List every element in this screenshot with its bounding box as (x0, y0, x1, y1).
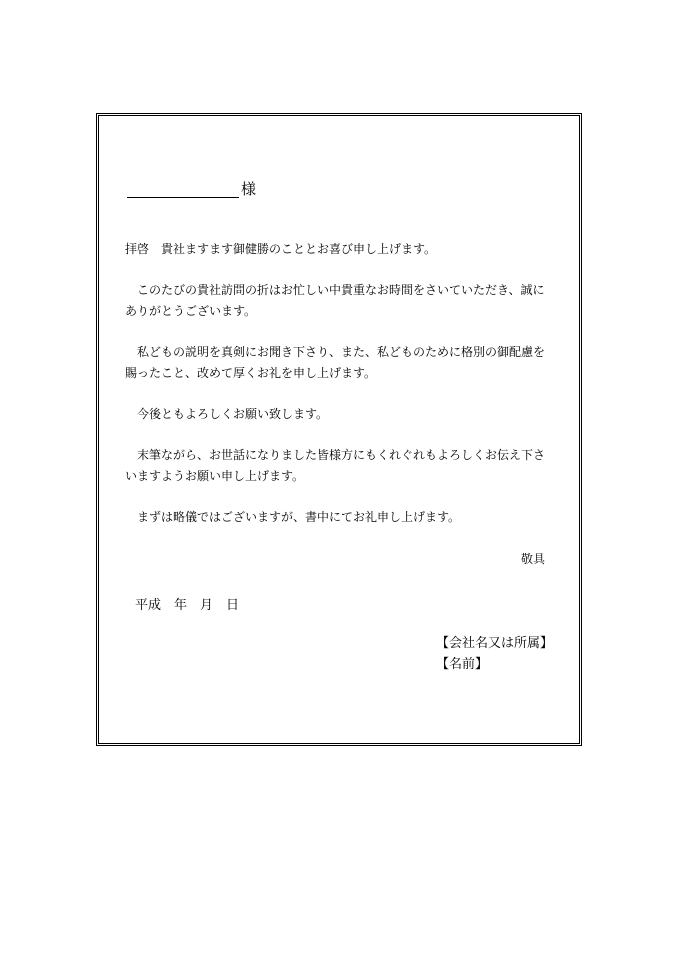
letter-frame (96, 113, 582, 746)
addressee-blank-line (127, 181, 239, 198)
salutation: 拝啓 貴社ますます御健勝のこととお喜び申し上げます。 (125, 242, 437, 256)
closing-word: 敬具 (520, 552, 545, 566)
sender-company: 【会社名又は所属】 (436, 636, 554, 651)
letter-date: 平成 年 月 日 (135, 598, 240, 613)
letter-body (125, 239, 555, 548)
paragraph-thanks: このたびの貴社訪問の折はお忙しい中貴重なお時間をさいていただき、誠にありがとうございます。 (125, 283, 545, 318)
sender-name: 【名前】 (436, 657, 489, 672)
paragraph-request: 今後ともよろしくお願い致します。 (125, 407, 329, 421)
addressee (127, 180, 256, 198)
sender-block (436, 633, 553, 675)
paragraph-conclusion: まずは略儀ではございますが、書中にてお礼申し上げます。 (125, 510, 461, 524)
addressee-honorific: 様 (241, 180, 257, 198)
paragraph-regards: 末筆ながら、お世話になりました皆様方にもくれぐれもよろしくお伝え下さいますようお願い申し上げます。 (125, 448, 546, 483)
paragraph-appreciation: 私どもの説明を真剣にお聞き下さり、また、私どものために格別の御配慮を賜ったこと、改めて厚くお礼を申し上げます。 (125, 345, 546, 380)
